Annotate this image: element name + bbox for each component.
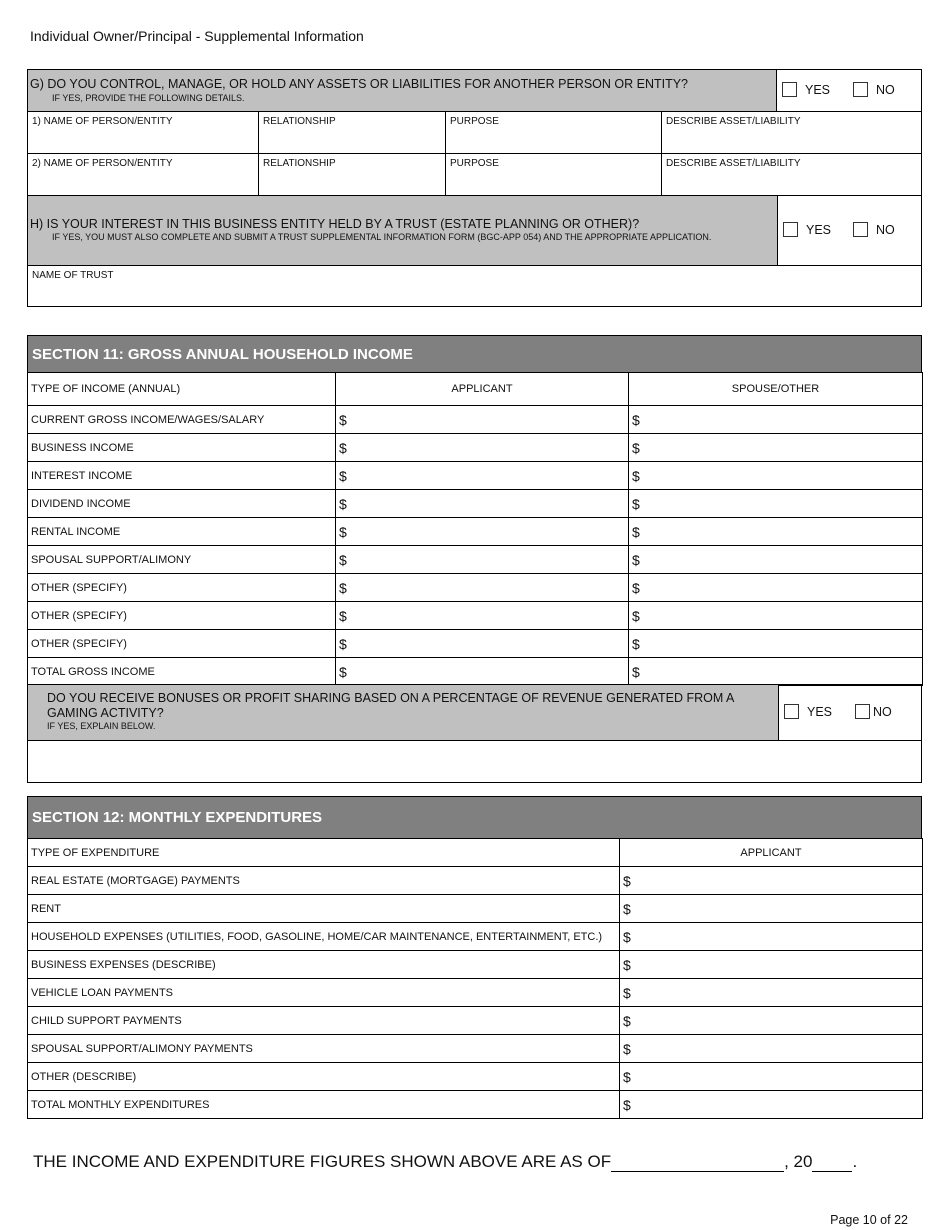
expense-table: [27, 838, 923, 1119]
income-row-label: RENTAL INCOME: [28, 518, 336, 546]
trust-name-field[interactable]: [27, 265, 922, 307]
income-row: [28, 630, 923, 658]
currency-symbol: $: [623, 928, 631, 945]
expense-type-header: TYPE OF EXPENDITURE: [28, 839, 620, 867]
expense-applicant-field[interactable]: [620, 1091, 923, 1119]
income-applicant-field[interactable]: [336, 658, 629, 686]
section-h-question: H) IS YOUR INTEREST IN THIS BUSINESS ENTITY HELD BY A TRUST (ESTATE PLANNING OR OTHER)?: [30, 217, 640, 231]
currency-symbol: $: [339, 467, 347, 484]
page-number: Page 10 of 22: [830, 1213, 908, 1227]
income-row: [28, 462, 923, 490]
income-spouse-field[interactable]: [629, 434, 923, 462]
currency-symbol: $: [339, 635, 347, 652]
income-type-header: TYPE OF INCOME (ANNUAL): [28, 373, 336, 406]
section-h-sub: IF YES, YOU MUST ALSO COMPLETE AND SUBMIT A TRUST SUPPLEMENTAL INFORMATION FORM (BGC-APP 054) AND THE APPROPRIATE APPLICATION.: [52, 232, 712, 242]
currency-symbol: $: [623, 1012, 631, 1029]
bonus-question-row: [27, 684, 779, 741]
currency-symbol: $: [339, 439, 347, 456]
g-row1-name[interactable]: 1) NAME OF PERSON/ENTITY: [27, 111, 259, 154]
expense-applicant-field[interactable]: [620, 979, 923, 1007]
currency-symbol: $: [632, 663, 640, 680]
expense-row: [28, 923, 923, 951]
bonus-question: DO YOU RECEIVE BONUSES OR PROFIT SHARING BASED ON A PERCENTAGE OF REVENUE GENERATED FROM A GAMING ACTIVITY?: [47, 691, 734, 720]
section-h-question-row: [27, 195, 778, 266]
currency-symbol: $: [632, 607, 640, 624]
currency-symbol: $: [339, 495, 347, 512]
income-applicant-field[interactable]: [336, 630, 629, 658]
income-row-label: TOTAL GROSS INCOME: [28, 658, 336, 686]
currency-symbol: $: [632, 439, 640, 456]
income-row: [28, 602, 923, 630]
bonus-no-checkbox[interactable]: [855, 704, 870, 719]
expense-row-label: RENT: [28, 895, 620, 923]
income-row-label: CURRENT GROSS INCOME/WAGES/SALARY: [28, 406, 336, 434]
g-row1-relationship[interactable]: RELATIONSHIP: [258, 111, 446, 154]
income-applicant-field[interactable]: [336, 546, 629, 574]
currency-symbol: $: [623, 900, 631, 917]
income-spouse-field[interactable]: [629, 462, 923, 490]
expense-applicant-field[interactable]: [620, 895, 923, 923]
income-row: [28, 518, 923, 546]
bonus-checkbox-cell: [778, 684, 922, 741]
expense-row-label: TOTAL MONTHLY EXPENDITURES: [28, 1091, 620, 1119]
g-row1-asset[interactable]: DESCRIBE ASSET/LIABILITY: [661, 111, 922, 154]
as-of-end: .: [852, 1152, 858, 1171]
income-spouse-field[interactable]: [629, 406, 923, 434]
income-applicant-field[interactable]: [336, 490, 629, 518]
income-row-label: INTEREST INCOME: [28, 462, 336, 490]
income-row-label: DIVIDEND INCOME: [28, 490, 336, 518]
expense-row: [28, 951, 923, 979]
expense-row: [28, 979, 923, 1007]
income-applicant-field[interactable]: [336, 518, 629, 546]
g-no-label: NO: [876, 82, 895, 97]
spouse-header: SPOUSE/OTHER: [629, 373, 923, 406]
page-header: Individual Owner/Principal - Supplemental Information: [30, 28, 364, 44]
expense-applicant-field[interactable]: [620, 1063, 923, 1091]
income-header-row: [28, 373, 923, 406]
currency-symbol: $: [632, 635, 640, 652]
expense-applicant-field[interactable]: [620, 1007, 923, 1035]
income-row-label: OTHER (SPECIFY): [28, 574, 336, 602]
bonus-sub: IF YES, EXPLAIN BELOW.: [47, 721, 156, 731]
currency-symbol: $: [632, 411, 640, 428]
trust-name-label: NAME OF TRUST: [32, 270, 114, 281]
currency-symbol: $: [339, 411, 347, 428]
expense-applicant-field[interactable]: [620, 1035, 923, 1063]
expense-row: [28, 1091, 923, 1119]
income-applicant-field[interactable]: [336, 462, 629, 490]
expense-row-label: HOUSEHOLD EXPENSES (UTILITIES, FOOD, GASOLINE, HOME/CAR MAINTENANCE, ENTERTAINMENT, ETC.): [28, 923, 620, 951]
income-spouse-field[interactable]: [629, 574, 923, 602]
expense-applicant-field[interactable]: [620, 867, 923, 895]
g-row1-purpose[interactable]: PURPOSE: [445, 111, 662, 154]
h-no-label: NO: [876, 222, 895, 237]
expense-applicant-field[interactable]: [620, 951, 923, 979]
currency-symbol: $: [632, 551, 640, 568]
income-spouse-field[interactable]: [629, 546, 923, 574]
as-of-year-field[interactable]: [812, 1154, 852, 1172]
income-row-label: SPOUSAL SUPPORT/ALIMONY: [28, 546, 336, 574]
currency-symbol: $: [339, 663, 347, 680]
currency-symbol: $: [623, 1068, 631, 1085]
income-spouse-field[interactable]: [629, 602, 923, 630]
h-yes-label: YES: [806, 222, 832, 237]
income-spouse-field[interactable]: [629, 658, 923, 686]
currency-symbol: $: [623, 872, 631, 889]
expense-row: [28, 1063, 923, 1091]
expense-applicant-field[interactable]: [620, 923, 923, 951]
currency-symbol: $: [632, 495, 640, 512]
income-row: [28, 574, 923, 602]
currency-symbol: $: [623, 984, 631, 1001]
g-no-checkbox[interactable]: [853, 82, 868, 97]
expense-row: [28, 1035, 923, 1063]
bonus-explanation-field[interactable]: [27, 740, 922, 783]
currency-symbol: $: [623, 1040, 631, 1057]
income-spouse-field[interactable]: [629, 630, 923, 658]
expense-row-label: BUSINESS EXPENSES (DESCRIBE): [28, 951, 620, 979]
section-g-sub: IF YES, PROVIDE THE FOLLOWING DETAILS.: [52, 93, 245, 103]
section-11-title: SECTION 11: GROSS ANNUAL HOUSEHOLD INCOME: [27, 335, 922, 373]
bonus-yes-checkbox[interactable]: [784, 704, 799, 719]
currency-symbol: $: [339, 607, 347, 624]
as-of-text: THE INCOME AND EXPENDITURE FIGURES SHOWN ABOVE ARE AS OF: [33, 1152, 612, 1171]
currency-symbol: $: [623, 956, 631, 973]
section-g-question-row: [27, 69, 777, 112]
g-yes-label: YES: [805, 82, 831, 97]
expense-row-label: SPOUSAL SUPPORT/ALIMONY PAYMENTS: [28, 1035, 620, 1063]
income-spouse-field[interactable]: [629, 518, 923, 546]
h-yes-checkbox[interactable]: [783, 222, 798, 237]
expense-header-row: [28, 839, 923, 867]
currency-symbol: $: [623, 1096, 631, 1113]
income-row: [28, 434, 923, 462]
income-row: [28, 490, 923, 518]
income-row: [28, 406, 923, 434]
currency-symbol: $: [632, 467, 640, 484]
section-g-question: G) DO YOU CONTROL, MANAGE, OR HOLD ANY ASSETS OR LIABILITIES FOR ANOTHER PERSON OR ENTITY?: [30, 77, 689, 91]
as-of-year-prefix: , 20: [784, 1152, 813, 1171]
g-row2-name[interactable]: 2) NAME OF PERSON/ENTITY: [27, 153, 259, 196]
bonus-no-label: NO: [873, 704, 892, 719]
expense-applicant-header: APPLICANT: [620, 839, 923, 867]
income-applicant-field[interactable]: [336, 602, 629, 630]
currency-symbol: $: [339, 551, 347, 568]
expense-row-label: VEHICLE LOAN PAYMENTS: [28, 979, 620, 1007]
income-applicant-field[interactable]: [336, 406, 629, 434]
expense-row-label: CHILD SUPPORT PAYMENTS: [28, 1007, 620, 1035]
expense-row: [28, 867, 923, 895]
g-row2-relationship[interactable]: RELATIONSHIP: [258, 153, 446, 196]
currency-symbol: $: [632, 579, 640, 596]
h-no-checkbox[interactable]: [853, 222, 868, 237]
expense-row: [28, 895, 923, 923]
bonus-yes-label: YES: [807, 704, 833, 719]
income-row: [28, 546, 923, 574]
expense-row: [28, 1007, 923, 1035]
currency-symbol: $: [339, 579, 347, 596]
income-row: [28, 658, 923, 686]
income-spouse-field[interactable]: [629, 490, 923, 518]
g-yes-checkbox[interactable]: [782, 82, 797, 97]
g-row2-purpose[interactable]: PURPOSE: [445, 153, 662, 196]
currency-symbol: $: [632, 523, 640, 540]
income-table: [27, 372, 923, 686]
expense-row-label: OTHER (DESCRIBE): [28, 1063, 620, 1091]
income-applicant-field[interactable]: [336, 434, 629, 462]
income-applicant-field[interactable]: [336, 574, 629, 602]
income-row-label: OTHER (SPECIFY): [28, 602, 336, 630]
as-of-line: [33, 1152, 857, 1172]
section-h-checkbox-cell: [777, 195, 922, 266]
applicant-header: APPLICANT: [336, 373, 629, 406]
section-g-checkbox-cell: [776, 69, 922, 112]
income-row-label: BUSINESS INCOME: [28, 434, 336, 462]
income-row-label: OTHER (SPECIFY): [28, 630, 336, 658]
section-12-title: SECTION 12: MONTHLY EXPENDITURES: [27, 796, 922, 839]
expense-row-label: REAL ESTATE (MORTGAGE) PAYMENTS: [28, 867, 620, 895]
currency-symbol: $: [339, 523, 347, 540]
as-of-date-field[interactable]: [611, 1154, 784, 1172]
g-row2-asset[interactable]: DESCRIBE ASSET/LIABILITY: [661, 153, 922, 196]
